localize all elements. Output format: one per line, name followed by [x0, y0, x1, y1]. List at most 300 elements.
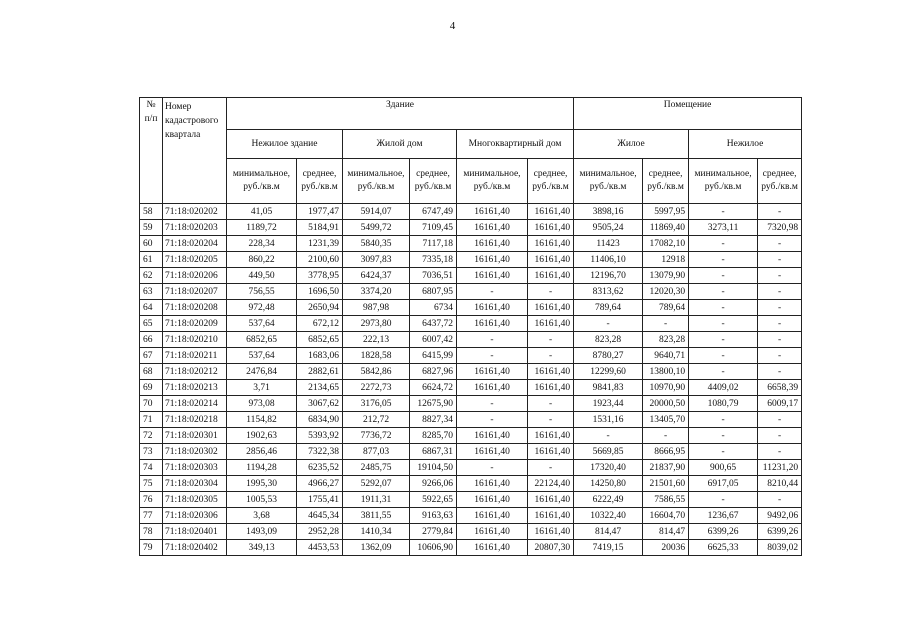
cell-residential-avg: 21837,90 [643, 460, 689, 476]
cell-row-number: 60 [140, 236, 163, 252]
cell-apartment-avg: 16161,40 [528, 364, 574, 380]
cell-apartment-min: 16161,40 [457, 316, 528, 332]
cell-house-min: 2485,75 [343, 460, 410, 476]
cell-apartment-avg: 22124,40 [528, 476, 574, 492]
cell-cadastral-quarter: 71:18:020212 [163, 364, 227, 380]
cell-residential-min: 823,28 [574, 332, 643, 348]
cell-residential-min: 12196,70 [574, 268, 643, 284]
cell-apartment-min: 16161,40 [457, 252, 528, 268]
cell-nonres-building-min: 449,50 [227, 268, 297, 284]
header-avg: среднее, руб./кв.м [410, 159, 457, 204]
cell-cadastral-quarter: 71:18:020210 [163, 332, 227, 348]
cell-cadastral-quarter: 71:18:020213 [163, 380, 227, 396]
cell-apartment-avg: - [528, 348, 574, 364]
cell-nonresidential-avg: - [758, 252, 802, 268]
table-row [140, 364, 802, 380]
header-residential-premises: Жилое [574, 130, 689, 159]
cell-nonresidential-avg: - [758, 364, 802, 380]
cell-nonres-building-avg: 2952,28 [297, 524, 343, 540]
cadastral-value-table [139, 97, 802, 556]
header-avg: среднее, руб./кв.м [528, 159, 574, 204]
cell-nonres-building-avg: 2882,61 [297, 364, 343, 380]
cell-residential-avg: 16604,70 [643, 508, 689, 524]
cell-cadastral-quarter: 71:18:020305 [163, 492, 227, 508]
cell-cadastral-quarter: 71:18:020206 [163, 268, 227, 284]
cell-apartment-min: - [457, 332, 528, 348]
cell-nonresidential-avg: - [758, 316, 802, 332]
cell-apartment-min: - [457, 396, 528, 412]
cell-cadastral-quarter: 71:18:020204 [163, 236, 227, 252]
cell-residential-avg: 7586,55 [643, 492, 689, 508]
cell-row-number: 61 [140, 252, 163, 268]
cell-apartment-avg: - [528, 284, 574, 300]
cell-apartment-avg: 16161,40 [528, 252, 574, 268]
cell-nonresidential-min: - [689, 300, 758, 316]
cell-house-min: 987,98 [343, 300, 410, 316]
cell-nonresidential-avg: 8210,44 [758, 476, 802, 492]
cell-nonres-building-avg: 7322,38 [297, 444, 343, 460]
cell-nonresidential-min: - [689, 204, 758, 220]
header-min: минимальное, руб./кв.м [343, 159, 410, 204]
cell-residential-avg: 9640,71 [643, 348, 689, 364]
table-row [140, 300, 802, 316]
cell-nonres-building-min: 537,64 [227, 316, 297, 332]
cell-cadastral-quarter: 71:18:020302 [163, 444, 227, 460]
cell-residential-min: 9505,24 [574, 220, 643, 236]
cell-house-min: 212,72 [343, 412, 410, 428]
header-min: минимальное, руб./кв.м [227, 159, 297, 204]
cell-nonres-building-avg: 3067,62 [297, 396, 343, 412]
cell-residential-min: 6222,49 [574, 492, 643, 508]
cell-residential-avg: 12918 [643, 252, 689, 268]
header-cadastral-quarter: Номер кадастрового квартала [163, 98, 227, 204]
cell-house-avg: 6747,49 [410, 204, 457, 220]
cell-nonresidential-min: - [689, 268, 758, 284]
cell-apartment-avg: - [528, 396, 574, 412]
cell-house-min: 2272,73 [343, 380, 410, 396]
cell-residential-min: 14250,80 [574, 476, 643, 492]
cell-nonres-building-min: 537,64 [227, 348, 297, 364]
cell-nonresidential-min: 900,65 [689, 460, 758, 476]
cell-nonresidential-avg: - [758, 412, 802, 428]
cell-nonresidential-avg: 11231,20 [758, 460, 802, 476]
cell-nonresidential-min: - [689, 444, 758, 460]
cell-nonres-building-avg: 2100,60 [297, 252, 343, 268]
cell-nonresidential-min: - [689, 252, 758, 268]
cell-nonres-building-avg: 4645,34 [297, 508, 343, 524]
table-row [140, 460, 802, 476]
cell-residential-avg: 5997,95 [643, 204, 689, 220]
cell-cadastral-quarter: 71:18:020207 [163, 284, 227, 300]
cell-nonresidential-avg: - [758, 268, 802, 284]
cell-nonresidential-min: 6917,05 [689, 476, 758, 492]
cell-apartment-min: 16161,40 [457, 236, 528, 252]
cell-house-min: 877,03 [343, 444, 410, 460]
cell-residential-avg: - [643, 316, 689, 332]
cell-house-avg: 12675,90 [410, 396, 457, 412]
cell-residential-min: 3898,16 [574, 204, 643, 220]
cell-house-avg: 7036,51 [410, 268, 457, 284]
header-avg: среднее, руб./кв.м [758, 159, 802, 204]
cell-residential-avg: 20036 [643, 540, 689, 556]
cell-house-min: 1362,09 [343, 540, 410, 556]
cell-nonresidential-min: 1080,79 [689, 396, 758, 412]
cell-nonres-building-min: 3,68 [227, 508, 297, 524]
cell-apartment-avg: 16161,40 [528, 524, 574, 540]
table-row [140, 428, 802, 444]
cell-apartment-avg: 16161,40 [528, 428, 574, 444]
cell-apartment-avg: - [528, 460, 574, 476]
cell-apartment-avg: 16161,40 [528, 204, 574, 220]
cell-nonresidential-min: - [689, 284, 758, 300]
cell-residential-avg: - [643, 428, 689, 444]
cell-nonresidential-min: 3273,11 [689, 220, 758, 236]
table-row [140, 380, 802, 396]
cell-residential-avg: 823,28 [643, 332, 689, 348]
cell-residential-avg: 11869,40 [643, 220, 689, 236]
cell-house-min: 1911,31 [343, 492, 410, 508]
cell-row-number: 75 [140, 476, 163, 492]
cell-house-avg: 9163,63 [410, 508, 457, 524]
cell-house-min: 222,13 [343, 332, 410, 348]
cell-residential-avg: 13800,10 [643, 364, 689, 380]
table-row [140, 268, 802, 284]
cell-cadastral-quarter: 71:18:020303 [163, 460, 227, 476]
cell-house-avg: 7335,18 [410, 252, 457, 268]
cell-house-avg: 9266,06 [410, 476, 457, 492]
cell-cadastral-quarter: 71:18:020306 [163, 508, 227, 524]
cell-house-min: 5840,35 [343, 236, 410, 252]
cell-row-number: 59 [140, 220, 163, 236]
cell-nonresidential-avg: 9492,06 [758, 508, 802, 524]
cell-nonresidential-min: - [689, 428, 758, 444]
cell-row-number: 79 [140, 540, 163, 556]
cell-nonresidential-min: - [689, 412, 758, 428]
cell-nonresidential-avg: 7320,98 [758, 220, 802, 236]
cell-apartment-avg: - [528, 332, 574, 348]
cell-apartment-min: - [457, 412, 528, 428]
cell-row-number: 68 [140, 364, 163, 380]
cell-cadastral-quarter: 71:18:020208 [163, 300, 227, 316]
cell-apartment-min: - [457, 348, 528, 364]
cell-residential-min: 10322,40 [574, 508, 643, 524]
cell-nonres-building-avg: 672,12 [297, 316, 343, 332]
cell-apartment-min: 16161,40 [457, 492, 528, 508]
cell-cadastral-quarter: 71:18:020402 [163, 540, 227, 556]
cell-residential-avg: 13405,70 [643, 412, 689, 428]
cell-row-number: 77 [140, 508, 163, 524]
cell-house-min: 7736,72 [343, 428, 410, 444]
cell-apartment-min: 16161,40 [457, 204, 528, 220]
cell-apartment-min: 16161,40 [457, 444, 528, 460]
cell-nonres-building-min: 860,22 [227, 252, 297, 268]
table-row [140, 444, 802, 460]
cell-house-avg: 6867,31 [410, 444, 457, 460]
cell-cadastral-quarter: 71:18:020214 [163, 396, 227, 412]
cell-nonres-building-avg: 3778,95 [297, 268, 343, 284]
cell-nonres-building-min: 349,13 [227, 540, 297, 556]
cell-row-number: 69 [140, 380, 163, 396]
cell-house-avg: 2779,84 [410, 524, 457, 540]
cell-house-min: 1410,34 [343, 524, 410, 540]
header-avg: среднее, руб./кв.м [297, 159, 343, 204]
cell-nonresidential-avg: - [758, 444, 802, 460]
cell-apartment-min: 16161,40 [457, 476, 528, 492]
cell-cadastral-quarter: 71:18:020205 [163, 252, 227, 268]
cell-row-number: 62 [140, 268, 163, 284]
cell-nonresidential-min: - [689, 364, 758, 380]
cell-row-number: 66 [140, 332, 163, 348]
table-row [140, 284, 802, 300]
cell-cadastral-quarter: 71:18:020202 [163, 204, 227, 220]
cell-residential-min: 1923,44 [574, 396, 643, 412]
cell-house-min: 3097,83 [343, 252, 410, 268]
cell-nonres-building-min: 1995,30 [227, 476, 297, 492]
cell-apartment-min: 16161,40 [457, 524, 528, 540]
table-row [140, 236, 802, 252]
cell-nonres-building-min: 1902,63 [227, 428, 297, 444]
header-building: Здание [227, 98, 574, 130]
cell-nonresidential-avg: - [758, 300, 802, 316]
cell-apartment-avg: 16161,40 [528, 300, 574, 316]
cell-residential-min: 17320,40 [574, 460, 643, 476]
cell-nonresidential-avg: 6009,17 [758, 396, 802, 412]
cell-nonresidential-avg: - [758, 492, 802, 508]
header-min: минимальное, руб./кв.м [574, 159, 643, 204]
cell-house-avg: 6734 [410, 300, 457, 316]
cell-residential-avg: 789,64 [643, 300, 689, 316]
cell-row-number: 63 [140, 284, 163, 300]
cell-cadastral-quarter: 71:18:020401 [163, 524, 227, 540]
cell-apartment-min: 16161,40 [457, 300, 528, 316]
table-body [140, 204, 802, 556]
cell-house-avg: 8827,34 [410, 412, 457, 428]
cell-residential-min: 7419,15 [574, 540, 643, 556]
cell-apartment-min: 16161,40 [457, 268, 528, 284]
cell-nonresidential-avg: - [758, 332, 802, 348]
header-apartment-building: Многоквартирный дом [457, 130, 574, 159]
cell-nonresidential-avg: - [758, 236, 802, 252]
cell-row-number: 78 [140, 524, 163, 540]
cell-nonres-building-min: 1493,09 [227, 524, 297, 540]
cell-nonres-building-avg: 4453,53 [297, 540, 343, 556]
cell-nonres-building-min: 228,34 [227, 236, 297, 252]
cell-nonresidential-min: 6399,26 [689, 524, 758, 540]
cell-nonresidential-min: - [689, 348, 758, 364]
cell-residential-avg: 12020,30 [643, 284, 689, 300]
header-min: минимальное, руб./кв.м [457, 159, 528, 204]
cell-apartment-avg: 16161,40 [528, 444, 574, 460]
cell-residential-avg: 21501,60 [643, 476, 689, 492]
cell-house-min: 2973,80 [343, 316, 410, 332]
cell-residential-min: 11423 [574, 236, 643, 252]
cell-cadastral-quarter: 71:18:020211 [163, 348, 227, 364]
cell-apartment-min: 16161,40 [457, 380, 528, 396]
cell-residential-min: 1531,16 [574, 412, 643, 428]
cell-apartment-min: - [457, 460, 528, 476]
cell-cadastral-quarter: 71:18:020304 [163, 476, 227, 492]
cell-row-number: 72 [140, 428, 163, 444]
cell-house-avg: 8285,70 [410, 428, 457, 444]
header-min: минимальное, руб./кв.м [689, 159, 758, 204]
cell-house-min: 5499,72 [343, 220, 410, 236]
cell-house-avg: 6827,96 [410, 364, 457, 380]
cell-row-number: 70 [140, 396, 163, 412]
cell-cadastral-quarter: 71:18:020209 [163, 316, 227, 332]
cell-nonres-building-avg: 6852,65 [297, 332, 343, 348]
cell-nonres-building-min: 973,08 [227, 396, 297, 412]
table-row [140, 412, 802, 428]
cell-apartment-avg: 16161,40 [528, 316, 574, 332]
cell-nonresidential-avg: 6658,39 [758, 380, 802, 396]
cell-nonres-building-min: 2856,46 [227, 444, 297, 460]
cell-apartment-min: 16161,40 [457, 508, 528, 524]
cell-row-number: 64 [140, 300, 163, 316]
cell-apartment-avg: 16161,40 [528, 236, 574, 252]
table-row [140, 492, 802, 508]
cell-nonresidential-min: - [689, 236, 758, 252]
cell-row-number: 67 [140, 348, 163, 364]
table-row [140, 396, 802, 412]
cell-cadastral-quarter: 71:18:020218 [163, 412, 227, 428]
cell-residential-min: 789,64 [574, 300, 643, 316]
cell-house-min: 3374,20 [343, 284, 410, 300]
cell-residential-min: 8313,62 [574, 284, 643, 300]
table-row [140, 316, 802, 332]
cell-nonres-building-min: 756,55 [227, 284, 297, 300]
cell-nonresidential-min: 1236,67 [689, 508, 758, 524]
cell-nonres-building-min: 1194,28 [227, 460, 297, 476]
cell-nonres-building-avg: 1696,50 [297, 284, 343, 300]
cell-row-number: 58 [140, 204, 163, 220]
table-row [140, 540, 802, 556]
cell-house-avg: 6807,95 [410, 284, 457, 300]
cell-nonresidential-avg: - [758, 284, 802, 300]
cell-residential-min: 9841,83 [574, 380, 643, 396]
cell-apartment-avg: 16161,40 [528, 380, 574, 396]
cell-residential-avg: 814,47 [643, 524, 689, 540]
cell-nonres-building-avg: 6834,90 [297, 412, 343, 428]
cell-apartment-avg: 16161,40 [528, 220, 574, 236]
cell-nonres-building-avg: 1755,41 [297, 492, 343, 508]
cell-house-min: 3811,55 [343, 508, 410, 524]
header-nonresidential-premises: Нежилое [689, 130, 802, 159]
cell-nonres-building-avg: 1683,06 [297, 348, 343, 364]
cell-nonres-building-avg: 2650,94 [297, 300, 343, 316]
cell-house-avg: 6415,99 [410, 348, 457, 364]
cell-residential-min: 5669,85 [574, 444, 643, 460]
cell-nonresidential-avg: - [758, 348, 802, 364]
cell-nonresidential-avg: 8039,02 [758, 540, 802, 556]
cell-apartment-avg: - [528, 412, 574, 428]
cell-residential-min: 11406,10 [574, 252, 643, 268]
cell-nonres-building-avg: 6235,52 [297, 460, 343, 476]
cell-nonresidential-avg: - [758, 428, 802, 444]
cell-house-avg: 10606,90 [410, 540, 457, 556]
table-row [140, 220, 802, 236]
cell-nonres-building-avg: 5393,92 [297, 428, 343, 444]
table-row [140, 476, 802, 492]
cell-house-avg: 6624,72 [410, 380, 457, 396]
cell-residential-avg: 13079,90 [643, 268, 689, 284]
cell-house-min: 6424,37 [343, 268, 410, 284]
cell-house-min: 1828,58 [343, 348, 410, 364]
cell-nonresidential-avg: 6399,26 [758, 524, 802, 540]
cell-house-avg: 6007,42 [410, 332, 457, 348]
cell-row-number: 71 [140, 412, 163, 428]
cell-nonresidential-avg: - [758, 204, 802, 220]
cell-nonres-building-avg: 1231,39 [297, 236, 343, 252]
cell-nonresidential-min: - [689, 316, 758, 332]
cell-residential-avg: 8666,95 [643, 444, 689, 460]
cell-nonresidential-min: - [689, 492, 758, 508]
cell-nonres-building-min: 972,48 [227, 300, 297, 316]
cell-residential-avg: 10970,90 [643, 380, 689, 396]
cell-apartment-min: 16161,40 [457, 364, 528, 380]
cell-cadastral-quarter: 71:18:020203 [163, 220, 227, 236]
cell-residential-avg: 20000,50 [643, 396, 689, 412]
cell-house-avg: 5922,65 [410, 492, 457, 508]
cell-nonres-building-min: 3,71 [227, 380, 297, 396]
cell-nonres-building-avg: 2134,65 [297, 380, 343, 396]
cell-apartment-min: - [457, 284, 528, 300]
table-row [140, 524, 802, 540]
header-premises: Помещение [574, 98, 802, 130]
cell-row-number: 76 [140, 492, 163, 508]
page-number: 4 [449, 20, 456, 32]
cell-nonres-building-min: 1189,72 [227, 220, 297, 236]
cell-house-avg: 6437,72 [410, 316, 457, 332]
cell-apartment-min: 16161,40 [457, 428, 528, 444]
cell-house-avg: 19104,50 [410, 460, 457, 476]
cell-apartment-min: 16161,40 [457, 540, 528, 556]
cell-residential-min: 12299,60 [574, 364, 643, 380]
cell-house-avg: 7117,18 [410, 236, 457, 252]
header-residential-house: Жилой дом [343, 130, 457, 159]
cell-nonresidential-min: 6625,33 [689, 540, 758, 556]
header-row-number: № п/п [140, 98, 163, 204]
cell-apartment-avg: 16161,40 [528, 492, 574, 508]
table-row [140, 204, 802, 220]
table-row [140, 252, 802, 268]
cell-nonres-building-avg: 5184,91 [297, 220, 343, 236]
table-row [140, 332, 802, 348]
cell-residential-min: 814,47 [574, 524, 643, 540]
cell-nonres-building-min: 2476,84 [227, 364, 297, 380]
cell-residential-avg: 17082,10 [643, 236, 689, 252]
cell-nonres-building-min: 41,05 [227, 204, 297, 220]
cell-row-number: 74 [140, 460, 163, 476]
cell-cadastral-quarter: 71:18:020301 [163, 428, 227, 444]
header-nonresidential-building: Нежилое здание [227, 130, 343, 159]
cell-nonres-building-avg: 4966,27 [297, 476, 343, 492]
cell-house-avg: 7109,45 [410, 220, 457, 236]
cell-apartment-avg: 20807,30 [528, 540, 574, 556]
cell-apartment-avg: 16161,40 [528, 508, 574, 524]
header-avg: среднее, руб./кв.м [643, 159, 689, 204]
cell-nonresidential-min: - [689, 332, 758, 348]
cell-house-min: 5842,86 [343, 364, 410, 380]
cell-nonres-building-avg: 1977,47 [297, 204, 343, 220]
cell-house-min: 5292,07 [343, 476, 410, 492]
cell-residential-min: - [574, 428, 643, 444]
cell-house-min: 5914,07 [343, 204, 410, 220]
cell-residential-min: 8780,27 [574, 348, 643, 364]
cell-row-number: 65 [140, 316, 163, 332]
cell-residential-min: - [574, 316, 643, 332]
cell-house-min: 3176,05 [343, 396, 410, 412]
table-row [140, 348, 802, 364]
